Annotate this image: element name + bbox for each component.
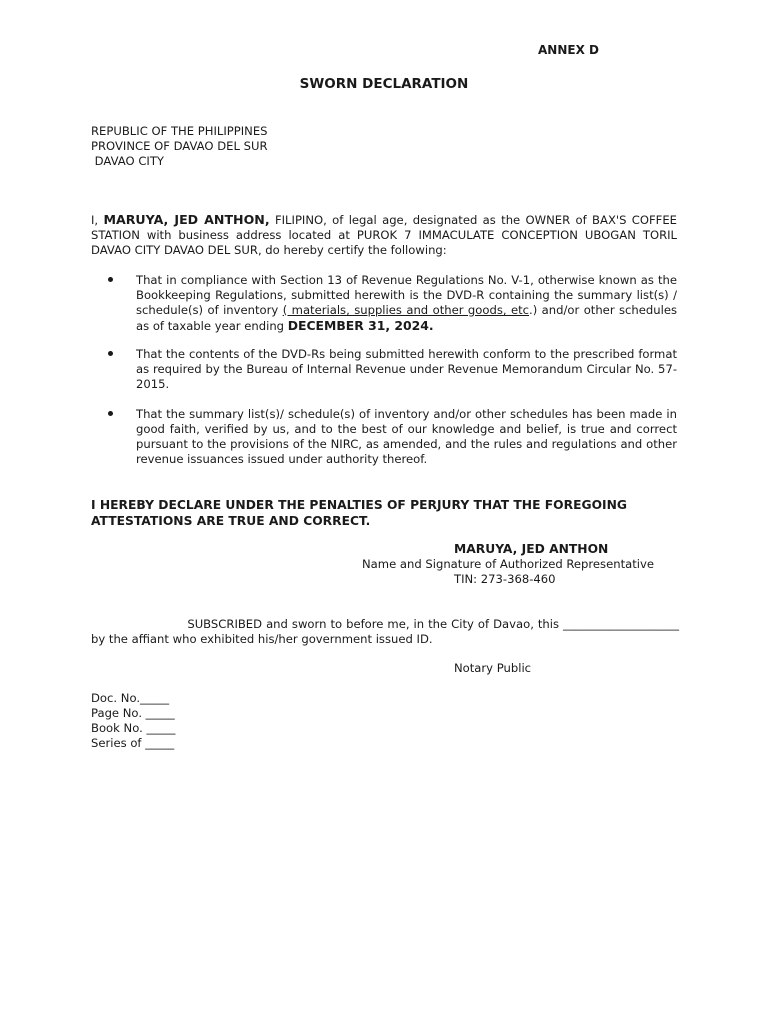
bullet-icon <box>108 411 113 416</box>
subscribed-paragraph: SUBSCRIBED and sworn to before me, in the City of Davao, this ____________________ by the affiant who exhibited his/her government issued ID. <box>91 617 679 646</box>
signature-caption: Name and Signature of Authorized Representative <box>362 557 654 571</box>
bullet-icon <box>108 277 113 282</box>
book-number-line: Book No. _____ <box>91 721 176 735</box>
intro-prefix: I, <box>91 213 104 227</box>
doc-number-line: Doc. No._____ <box>91 691 169 705</box>
bullet-1-text-a: That in compliance with Section 13 of Revenue Regulations No. V-1, otherwise known as the Bookkeeping Regulations, submitted herewith is the DVD-R containing the summary list(s) / schedule(s) of inventory <box>136 273 677 317</box>
tin-number: TIN: 273-368-460 <box>454 572 556 586</box>
signatory-name: MARUYA, JED ANTHON <box>454 542 609 556</box>
bullet-1-underlined: ( materials, supplies and other goods, etc <box>282 303 530 317</box>
bullet-text-good-faith: That the summary list(s)/ schedule(s) of inventory and/or other schedules has been made in good faith, verified by us, and to the best of our knowledge and belief, is true and correct pursuant to the provisions of the NIRC, as amended, and the rules and regulations and other revenue issuances issued under authority thereof. <box>136 407 677 466</box>
bullet-icon <box>108 351 113 356</box>
perjury-declaration: I HEREBY DECLARE UNDER THE PENALTIES OF PERJURY THAT THE FOREGOING ATTESTATIONS ARE TRUE AND CORRECT. <box>91 498 628 528</box>
intro-body: FILIPINO, of legal age, designated as the OWNER of BAX'S COFFEE STATION with business address located at PUROK 7 IMMACULATE CONCEPTION UBOGAN TORIL DAVAO CITY DAVAO DEL SUR, do hereby certify the following: <box>91 213 677 257</box>
bullet-text-format: That the contents of the DVD-Rs being submitted herewith conform to the prescribed format as required by the Bureau of Internal Revenue under Revenue Memorandum Circular No. 57-2015. <box>136 347 677 391</box>
document-title <box>0 77 768 92</box>
address-line-country: REPUBLIC OF THE PHILIPPINES <box>91 124 268 138</box>
declarant-name: MARUYA, JED ANTHON, <box>103 212 270 227</box>
address-line-province: PROVINCE OF DAVAO DEL SUR <box>91 139 268 153</box>
bullet-text-compliance <box>136 273 677 334</box>
page-number-line: Page No. _____ <box>91 706 175 720</box>
annex-label: ANNEX D <box>538 43 599 57</box>
address-line-city: DAVAO CITY <box>91 154 165 168</box>
intro-paragraph <box>91 212 677 258</box>
series-line: Series of _____ <box>91 736 175 750</box>
notarial-register <box>91 691 175 751</box>
bullet-1-text-b: .) and/or other schedules as of taxable year ending <box>136 303 678 333</box>
document-title-text: SWORN DECLARATION <box>299 76 469 92</box>
taxable-year-date: DECEMBER 31, 2024. <box>287 318 434 333</box>
notary-public-label: Notary Public <box>454 661 532 675</box>
